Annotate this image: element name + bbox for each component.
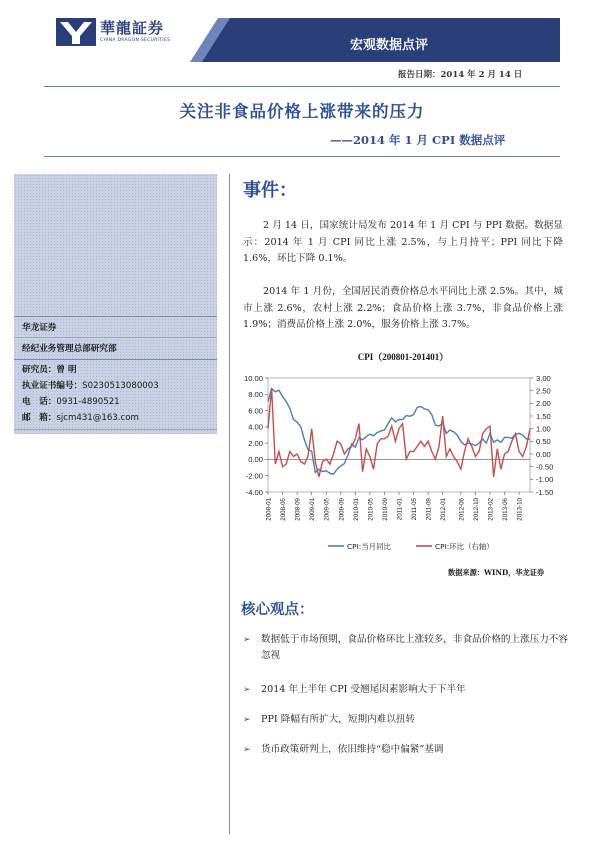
- x-tick-label: 2010-01: [352, 498, 360, 521]
- phone-row: [22, 395, 120, 407]
- y-right-tick-label: 2.00: [536, 399, 551, 409]
- phone-label: 电 话：: [22, 397, 57, 407]
- y-right-tick-label: 1.00: [536, 424, 551, 434]
- analyst-name: 研究员：曾 明: [22, 365, 77, 375]
- divider: [14, 316, 217, 317]
- core-bullet: ➢ PPI 降幅有所扩大，短期内难以扭转: [243, 712, 573, 728]
- x-tick-label: 2008-01: [265, 498, 273, 521]
- license-label: 执业证书编号：: [22, 381, 83, 391]
- x-tick-label: 2013-06: [502, 498, 510, 521]
- y-left-tick-label: 10.00: [243, 373, 263, 383]
- chart-source: 数据来源：WIND，华龙证券: [448, 568, 545, 577]
- page-subtitle: ——2014 年 1 月 CPI 数据点评: [330, 133, 506, 147]
- divider: [14, 429, 217, 430]
- cpi-chart: [232, 368, 564, 564]
- x-tick-label: 2010-05: [367, 498, 375, 521]
- bullet-arrow-icon: ➢: [243, 685, 251, 695]
- license-row: [22, 379, 159, 391]
- report-date: 报告日期：2014 年 2 月 14 日: [398, 70, 523, 80]
- company-logo-icon: [56, 18, 96, 46]
- y-right-tick-label: -0.50: [536, 462, 554, 472]
- legend-label: CPI:当月同比: [347, 542, 391, 551]
- section-tag: 宏观数据点评: [350, 38, 429, 53]
- core-bullet: ➢ 2014 年上半年 CPI 受翘尾因素影响大于下半年: [243, 682, 573, 698]
- y-left-tick-label: 6.00: [248, 406, 263, 416]
- x-tick-label: 2009-09: [338, 498, 346, 521]
- x-tick-label: 2013-10: [516, 498, 524, 521]
- bullet-arrow-icon: ➢: [243, 745, 251, 755]
- event-paragraph-2: 2014 年 1 月份，全国居民消费价格总水平同比上涨 2.5%。其中，城市上涨 2.6%，农村上涨 2.2%；食品价格上涨 3.7%，非食品价格上涨 1.9%；消费品价格上涨 2.0%，服务价格上涨 3.7%。: [243, 286, 563, 330]
- x-tick-label: 2008-05: [280, 498, 288, 521]
- divider: [14, 359, 217, 360]
- email-value[interactable]: sjcm431@163.com: [56, 413, 139, 423]
- x-tick-label: 2012-01: [440, 498, 448, 521]
- y-right-tick-label: 1.50: [536, 411, 551, 421]
- event-heading: 事件：: [243, 180, 297, 201]
- org-name: 华龙证券: [22, 323, 57, 333]
- core-bullet: ➢ 数据低于市场预期，食品价格环比上涨较多，非食品价格的上涨压力不容忽视: [243, 634, 568, 661]
- x-tick-label: 2011-09: [425, 498, 433, 521]
- event-paragraph-1: 2 月 14 日，国家统计局发布 2014 年 1 月 CPI 与 PPI 数据。数据显示：2014 年 1 月 CPI 同比上涨 2.5%，与上月持平；PPI 同比下降 1.6%，环比下降 0.1%。: [243, 220, 563, 264]
- brand-name-en: CHINA DRAGON SECURITIES: [100, 38, 171, 43]
- divider: [44, 86, 560, 87]
- column-divider: [229, 174, 230, 834]
- email-label: 邮 箱：: [22, 413, 57, 423]
- x-tick-label: 2011-05: [411, 498, 419, 521]
- divider: [44, 156, 560, 157]
- license-value: S0230513080003: [82, 381, 159, 391]
- y-right-tick-label: 3.00: [536, 373, 551, 383]
- page-title: 关注非食品价格上涨带来的压力: [179, 102, 425, 121]
- bullet-arrow-icon: ➢: [243, 635, 251, 645]
- y-left-tick-label: 4.00: [248, 422, 263, 432]
- x-tick-label: 2009-05: [323, 498, 331, 521]
- y-right-tick-label: 0.00: [536, 449, 551, 459]
- phone-value: 0931-4890521: [56, 397, 120, 407]
- x-tick-label: 2011-01: [396, 498, 404, 521]
- x-tick-label: 2008-09: [294, 498, 302, 521]
- bullet-arrow-icon: ➢: [243, 715, 251, 725]
- series-line-2: [268, 388, 530, 477]
- divider: [14, 337, 217, 338]
- legend-label: CPI:环比（右轴）: [435, 542, 494, 551]
- core-heading: 核心观点：: [241, 601, 314, 618]
- x-tick-label: 2012-10: [472, 498, 480, 521]
- y-left-tick-label: -2.00: [245, 471, 263, 481]
- dept-name: 经纪业务管理总部研究部: [22, 344, 117, 354]
- y-right-tick-label: 2.50: [536, 386, 551, 396]
- y-left-tick-label: -4.00: [245, 487, 263, 497]
- y-right-tick-label: -1.00: [536, 475, 554, 485]
- core-bullet: ➢ 货币政策研判上，依旧维持“稳中偏紧”基调: [243, 742, 573, 758]
- y-left-tick-label: 0.00: [248, 455, 263, 465]
- y-right-tick-label: 0.50: [536, 437, 551, 447]
- chart-title: CPI（200801-201401）: [357, 352, 449, 362]
- y-right-tick-label: -1.50: [536, 487, 554, 497]
- y-left-tick-label: 8.00: [248, 390, 263, 400]
- email-row: [22, 411, 139, 423]
- x-tick-label: 2010-09: [381, 498, 389, 521]
- x-tick-label: 2012-06: [458, 498, 466, 521]
- analyst-info: [14, 316, 217, 434]
- y-left-tick-label: 2.00: [248, 438, 263, 448]
- x-tick-label: 2013-02: [487, 498, 495, 521]
- x-tick-label: 2009-01: [309, 498, 317, 521]
- brand-name: 華龍証券: [100, 19, 165, 37]
